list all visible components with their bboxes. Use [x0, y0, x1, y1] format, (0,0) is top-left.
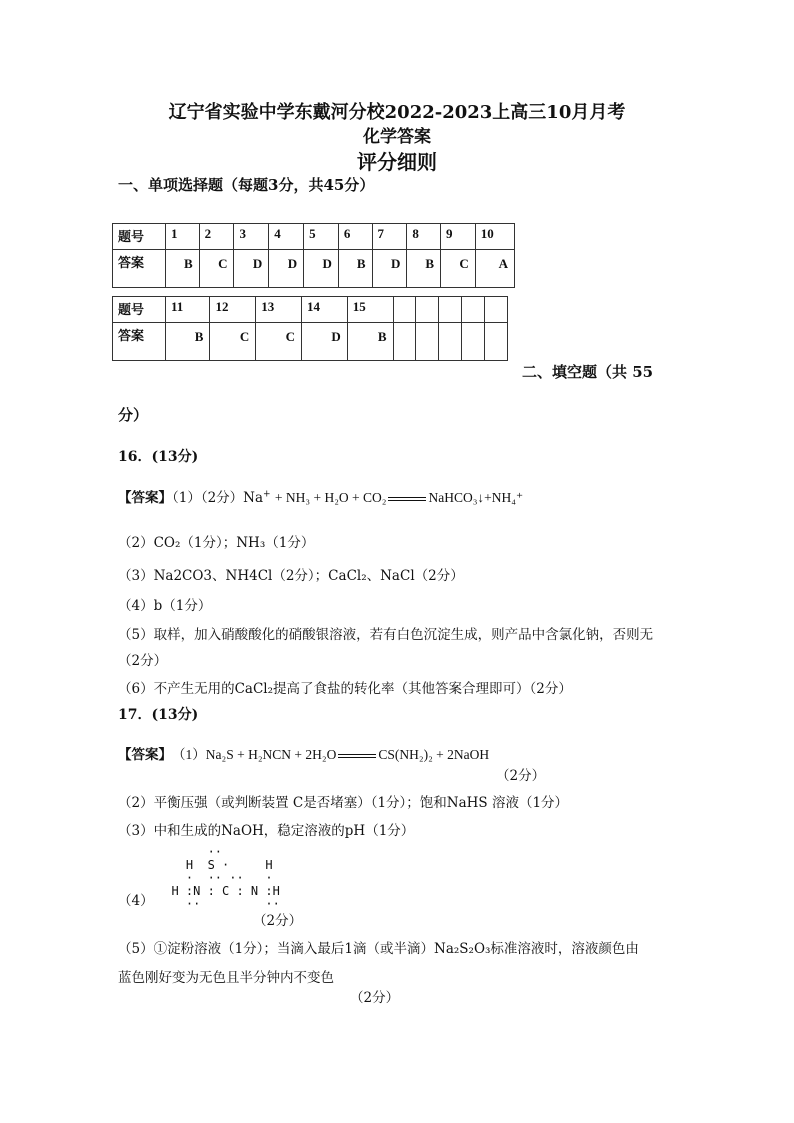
answer-cell: D — [372, 250, 407, 288]
question-number: 3 — [234, 224, 269, 250]
row-label-question: 题号 — [113, 224, 166, 250]
answer-table-2 — [112, 296, 508, 361]
section2-title: 二、填空题（共 55 — [522, 363, 654, 381]
table-row-numbers — [113, 297, 508, 323]
equals-sign — [338, 754, 376, 758]
page-title: 辽宁省实验中学东戴河分校2022-2023上高三10月月考 — [168, 102, 626, 123]
page-heading: 评分细则 — [357, 150, 437, 174]
answer-cell: B — [166, 250, 200, 288]
question-number — [485, 297, 508, 323]
section2-title-cont: 分） — [118, 406, 149, 424]
equals-sign — [388, 497, 426, 501]
question-number: 8 — [407, 224, 441, 250]
question-number — [439, 297, 462, 323]
q17-p4-score: （2分） — [253, 913, 303, 929]
question-number: 1 — [166, 224, 200, 250]
answer-cell: C — [256, 323, 302, 361]
q16-p4: （4）b（1分） — [118, 598, 212, 614]
q16-p6: （6）不产生无用的CaCl₂提高了食盐的转化率（其他答案合理即可）（2分） — [118, 681, 572, 697]
answer-cell: D — [301, 323, 347, 361]
question-number: 5 — [304, 224, 339, 250]
answer-table-1 — [112, 223, 515, 288]
q16-heading: 16．(13分) — [118, 449, 199, 465]
answer-cell — [393, 323, 416, 361]
q17-p2: （2）平衡压强（或判断装置 C是否堵塞）（1分）；饱和NaHS 溶液（1分） — [118, 795, 569, 811]
answer-label: 【答案】 — [118, 747, 172, 763]
question-number: 4 — [269, 224, 304, 250]
row-label-answer: 答案 — [113, 250, 166, 288]
row-label-question: 题号 — [113, 297, 166, 323]
q16-p2: （2）CO₂（1分）；NH₃（1分） — [118, 535, 315, 551]
answer-cell — [439, 323, 462, 361]
answer-cell: D — [269, 250, 304, 288]
thiourea-lewis-structure-icon: ·· H S · H · ·· ·· · H :N : C : N :H ·· ·· — [171, 845, 280, 911]
table-row-answers — [113, 323, 508, 361]
table-row-numbers — [113, 224, 515, 250]
q17-answer-line1 — [118, 743, 489, 763]
q17-p5-cont: 蓝色刚好变为无色且半分钟内不变色 — [118, 970, 334, 986]
question-number — [462, 297, 485, 323]
answer-cell: D — [304, 250, 339, 288]
table-row-answers — [113, 250, 515, 288]
q16-p1-prefix: （1）（2分）Na — [172, 490, 264, 506]
question-number — [393, 297, 416, 323]
question-number: 13 — [256, 297, 302, 323]
q17-p1-products: CS(NH₂)₂ + 2NaOH — [378, 747, 490, 762]
q16-answer-line1: 【答案】（1）（2分）Na+ + NH₃ + H₂O + CO₂ NaHCO₃↓+NH₄⁺ — [118, 489, 524, 506]
q16-p5-score: （2分） — [118, 653, 168, 669]
question-number: 6 — [338, 224, 372, 250]
q16-p5: （5）取样，加入硝酸酸化的硝酸银溶液，若有白色沉淀生成，则产品中含氯化钠，否则无 — [118, 627, 654, 643]
answer-cell — [416, 323, 439, 361]
q16-p1-product: NaHCO₃↓+NH₄⁺ — [428, 490, 524, 505]
answer-cell: B — [338, 250, 372, 288]
answer-cell: C — [199, 250, 234, 288]
answer-cell: C — [210, 323, 256, 361]
q17-p3: （3）中和生成的NaOH，稳定溶液的pH（1分） — [118, 823, 415, 839]
q16-p3: （3）Na2CO3、NH4Cl（2分）；CaCl₂、NaCl（2分） — [118, 568, 464, 584]
question-number: 14 — [301, 297, 347, 323]
question-number: 10 — [475, 224, 514, 250]
question-number: 7 — [372, 224, 407, 250]
question-number: 2 — [199, 224, 234, 250]
q17-p1-score: （2分） — [496, 768, 546, 784]
question-number: 12 — [210, 297, 256, 323]
question-number: 15 — [347, 297, 393, 323]
answer-cell: A — [475, 250, 514, 288]
question-number: 11 — [166, 297, 210, 323]
page-subtitle: 化学答案 — [363, 127, 431, 147]
q17-p4-label: （4） — [118, 893, 154, 909]
section1-title: 一、单项选择题（每题3分，共45分） — [118, 176, 375, 194]
answer-cell: C — [440, 250, 475, 288]
answer-cell: D — [234, 250, 269, 288]
answer-cell — [485, 323, 508, 361]
answer-cell: B — [166, 323, 210, 361]
q17-heading: 17．(13分) — [118, 707, 199, 723]
q17-p5-score: （2分） — [350, 990, 400, 1006]
answer-cell: B — [347, 323, 393, 361]
answer-cell: B — [407, 250, 441, 288]
row-label-answer: 答案 — [113, 323, 166, 361]
answer-label: 【答案】 — [118, 490, 172, 506]
q16-p1-reactants: + NH₃ + H₂O + CO₂ — [274, 490, 387, 505]
answer-cell — [462, 323, 485, 361]
question-number — [416, 297, 439, 323]
question-number: 9 — [440, 224, 475, 250]
q17-p5: （5）①淀粉溶液（1分）；当滴入最后1滴（或半滴）Na₂S₂O₃标准溶液时，溶液颜色由 — [118, 941, 639, 957]
q17-p1-reactants: （1）Na₂S + H₂NCN + 2H₂O — [172, 747, 337, 762]
